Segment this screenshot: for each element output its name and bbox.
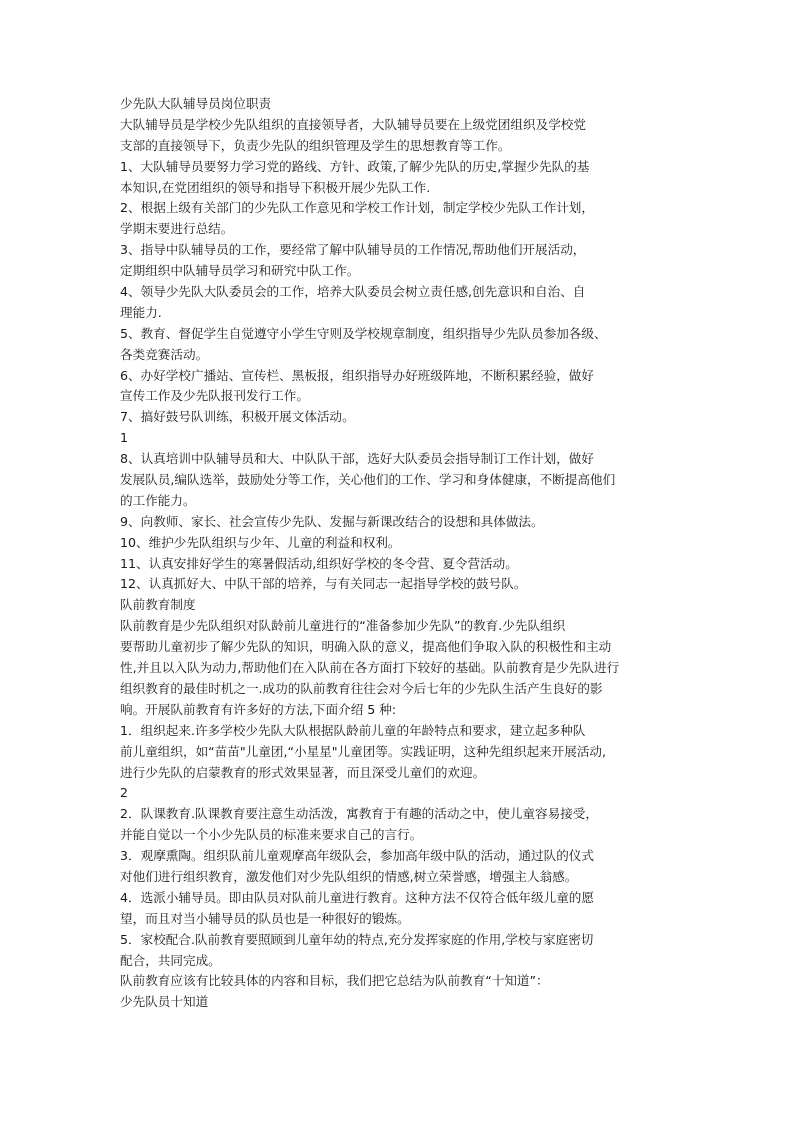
text-line: 的工作能力。	[120, 492, 196, 508]
text-line: 配合，共同完成。	[120, 952, 221, 968]
text-line: 前儿童组织，如“苗苗"儿童团,“小星星"儿童团等。实践证明，这种先组织起来开展活动,	[120, 743, 607, 759]
text-line: 4．选派小辅导员。即由队员对队前儿童进行教育。这种方法不仅符合低年级儿童的愿	[120, 889, 594, 905]
section-heading: 少先队员十知道	[120, 994, 209, 1010]
text-line: 大队辅导员是学校少先队组织的直接领导者，大队辅导员要在上级党团组织及学校党	[120, 116, 586, 132]
text-line: 组织教育的最佳时机之一.成功的队前教育往往会对今后七年的少先队生活产生良好的影	[120, 680, 603, 696]
text-line: 5、教育、督促学生自觉遵守小学生守则及学校规章制度，组织指导少先队员参加各级、	[120, 325, 607, 341]
section-heading: 队前教育制度	[120, 597, 196, 613]
document-title: 少先队大队辅导员岗位职责	[120, 96, 272, 111]
text-line: 3、指导中队辅导员的工作，要经常了解中队辅导员的工作情况,帮助他们开展活动，	[120, 242, 586, 258]
text-line: 支部的直接领导下，负责少先队的组织管理及学生的思想教育等工作。	[120, 137, 511, 153]
text-line: 2．队课教育.队课教育要注意生动活泼，寓教育于有趣的活动之中，使儿童容易接受，	[120, 806, 598, 822]
page-number: 2	[120, 785, 129, 801]
text-line: 9、向教师、家长、社会宣传少先队、发掘与新课改结合的设想和具体做法。	[120, 513, 544, 529]
text-line: 8、认真培训中队辅导员和大、中队队干部，选好大队委员会指导制订工作计划，做好	[120, 451, 594, 467]
document-body	[120, 94, 690, 1013]
text-line: 6、办好学校广播站、宣传栏、黑板报，组织指导办好班级阵地，不断积累经验，做好	[120, 367, 594, 383]
text-line: 望，而且对当小辅导员的队员也是一种很好的锻炼。	[120, 910, 410, 926]
text-line: 并能自觉以一个小少先队员的标准来要求自己的言行。	[120, 827, 423, 843]
text-line: 要帮助儿童初步了解少先队的知识，明确入队的意义，提高他们争取入队的积极性和主动	[120, 639, 612, 655]
text-line: 各类竞赛活动。	[120, 346, 209, 362]
text-line: 12、认真抓好大、中队干部的培养，与有关同志一起指导学校的鼓号队。	[120, 576, 527, 592]
text-line: 进行少先队的启蒙教育的形式效果显著，而且深受儿童们的欢迎。	[120, 764, 486, 780]
text-line: 宣传工作及少先队报刊发行工作。	[120, 388, 309, 404]
text-line: 1、大队辅导员要努力学习党的路线、方针、政策,了解少先队的历史,掌握少先队的基	[120, 158, 590, 174]
text-line: 1．组织起来.许多学校少先队大队根据队龄前儿童的年龄特点和要求，建立起多种队	[120, 722, 586, 738]
text-line: 10、维护少先队组织与少年、儿童的利益和权利。	[120, 534, 401, 550]
text-line: 对他们进行组织教育，激发他们对少先队组织的情感,树立荣誉感，增强主人翁感。	[120, 868, 578, 884]
page-number: 1	[120, 430, 129, 446]
text-line: 队前教育应该有比较具体的内容和目标，我们把它总结为队前教育“十知道”：	[120, 973, 549, 989]
text-line: 3．观摩熏陶。组织队前儿童观摩高年级队会，参加高年级中队的活动，通过队的仪式	[120, 848, 594, 864]
text-line: 理能力.	[120, 304, 162, 320]
text-line: 发展队员,编队选举，鼓励处分等工作，关心他们的工作、学习和身体健康，不断提高他们	[120, 472, 616, 488]
text-line: 5．家校配合.队前教育要照顾到儿童年幼的特点,充分发挥家庭的作用,学校与家庭密切	[120, 931, 594, 947]
text-line: 响。开展队前教育有许多好的方法,下面介绍 5 种:	[120, 701, 397, 717]
text-line: 7、搞好鼓号队训练，积极开展文体活动。	[120, 409, 355, 425]
text-line: 11、认真安排好学生的寒暑假活动,组织好学校的冬令营、夏令营活动。	[120, 555, 518, 571]
text-line: 本知识,在党团组织的领导和指导下积极开展少先队工作.	[120, 179, 431, 195]
text-line: 学期末要进行总结。	[120, 221, 234, 237]
text-line: 4、领导少先队大队委员会的工作，培养大队委员会树立责任感,创先意识和自治、自	[120, 284, 586, 300]
text-line: 定期组织中队辅导员学习和研究中队工作。	[120, 263, 360, 279]
text-line: 队前教育是少先队组织对队龄前儿童进行的“准备参加少先队”的教育.少先队组织	[120, 618, 566, 634]
text-line: 2、根据上级有关部门的少先队工作意见和学校工作计划，制定学校少先队工作计划，	[120, 200, 594, 216]
text-line: 性,并且以入队为动力,帮助他们在入队前在各方面打下较好的基础。队前教育是少先队进行	[120, 660, 620, 676]
